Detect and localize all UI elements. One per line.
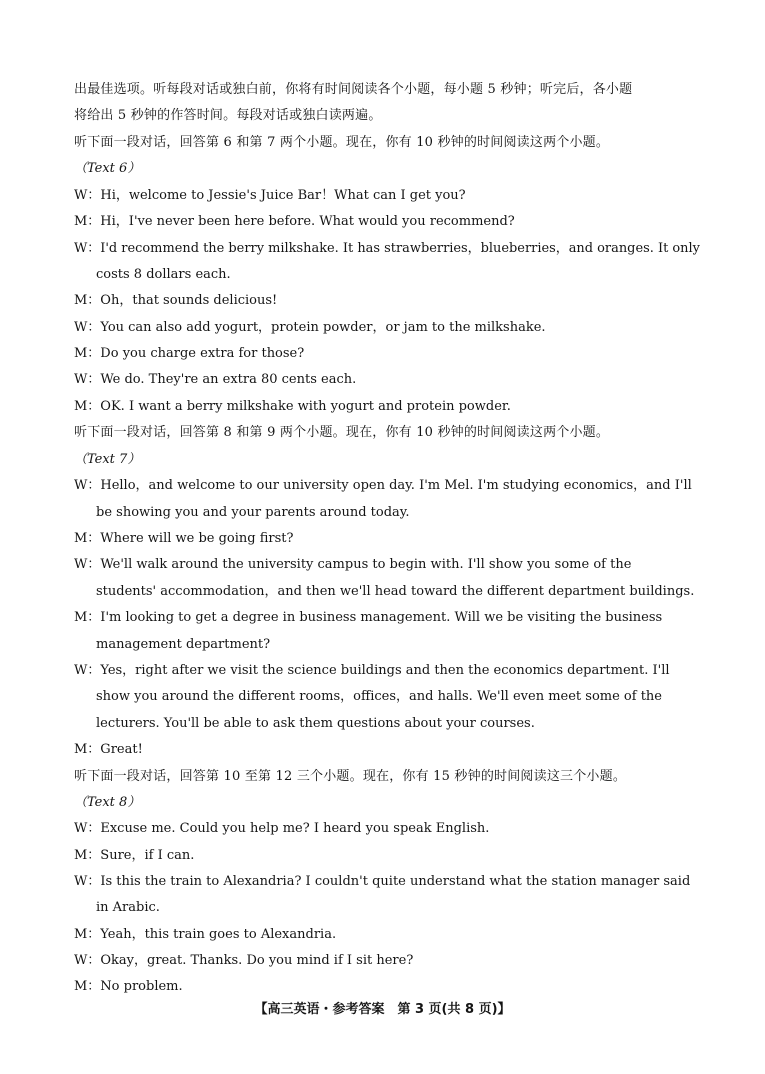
dialogue-line: M：No problem. [74, 979, 183, 994]
dialogue-line: W：I'd recommend the berry milkshake. It has strawberries，blueberries，and oranges. It only [74, 241, 700, 256]
dialogue-line: M：Oh，that sounds delicious! [74, 293, 278, 308]
dialogue-line: M：Hi，I've never been here before. What would you recommend? [74, 214, 515, 229]
dialogue-line-continuation: management department? [96, 637, 271, 652]
dialogue-line: M：Do you charge extra for those? [74, 346, 305, 361]
page-footer: 【高三英语・参考答案 第 3 页(共 8 页)】 [254, 1002, 511, 1017]
text-6-heading: （Text 6） [74, 161, 141, 176]
dialogue-line: W：Yes，right after we visit the science buildings and then the economics department. I'll [74, 663, 670, 678]
dialogue-line: M：Where will we be going first? [74, 531, 294, 546]
dialogue-line: M：Sure，if I can. [74, 848, 195, 863]
text-7-heading: （Text 7） [74, 452, 141, 467]
instruction-line-2: 将给出 5 秒钟的作答时间。每段对话或独白读两遍。 [74, 108, 382, 123]
dialogue-line: W：Okay，great. Thanks. Do you mind if I sit here? [74, 953, 414, 968]
text-8-heading: （Text 8） [74, 795, 141, 810]
dialogue-line-continuation: lecturers. You'll be able to ask them questions about your courses. [96, 716, 535, 731]
dialogue-line-continuation: show you around the different rooms，offices，and halls. We'll even meet some of the [96, 689, 662, 704]
dialogue-line: M：OK. I want a berry milkshake with yogurt and protein powder. [74, 399, 511, 414]
section-instruction-text-8: 听下面一段对话，回答第 10 至第 12 三个小题。现在，你有 15 秒钟的时间阅读这三个小题。 [74, 769, 627, 784]
instruction-line-1: 出最佳选项。听每段对话或独白前，你将有时间阅读各个小题，每小题 5 秒钟；听完后，各小题 [74, 82, 633, 97]
dialogue-line: M：I'm looking to get a degree in business management. Will we be visiting the business [74, 610, 663, 625]
dialogue-line-continuation: be showing you and your parents around today. [96, 505, 410, 520]
dialogue-line-continuation: students' accommodation，and then we'll head toward the different department buildings. [96, 584, 695, 599]
dialogue-line: W：We'll walk around the university campus to begin with. I'll show you some of the [74, 557, 632, 572]
dialogue-line: M：Yeah，this train goes to Alexandria. [74, 927, 337, 942]
dialogue-line-continuation: in Arabic. [96, 900, 160, 915]
dialogue-line: M：Great! [74, 742, 143, 757]
dialogue-line: W：Is this the train to Alexandria? I couldn't quite understand what the station manager said [74, 874, 691, 889]
dialogue-line-continuation: costs 8 dollars each. [96, 267, 231, 282]
section-instruction-text-6: 听下面一段对话，回答第 6 和第 7 两个小题。现在，你有 10 秒钟的时间阅读这两个小题。 [74, 135, 610, 150]
dialogue-line: W：Hello，and welcome to our university open day. I'm Mel. I'm studying economics，and I'll [74, 478, 692, 493]
dialogue-line: W：Excuse me. Could you help me? I heard you speak English. [74, 821, 490, 836]
dialogue-line: W：Hi，welcome to Jessie's Juice Bar！What can I get you? [74, 188, 466, 203]
dialogue-line: W：We do. They're an extra 80 cents each. [74, 372, 357, 387]
section-instruction-text-7: 听下面一段对话，回答第 8 和第 9 两个小题。现在，你有 10 秒钟的时间阅读这两个小题。 [74, 425, 610, 440]
dialogue-line: W：You can also add yogurt，protein powder，or jam to the milkshake. [74, 320, 546, 335]
